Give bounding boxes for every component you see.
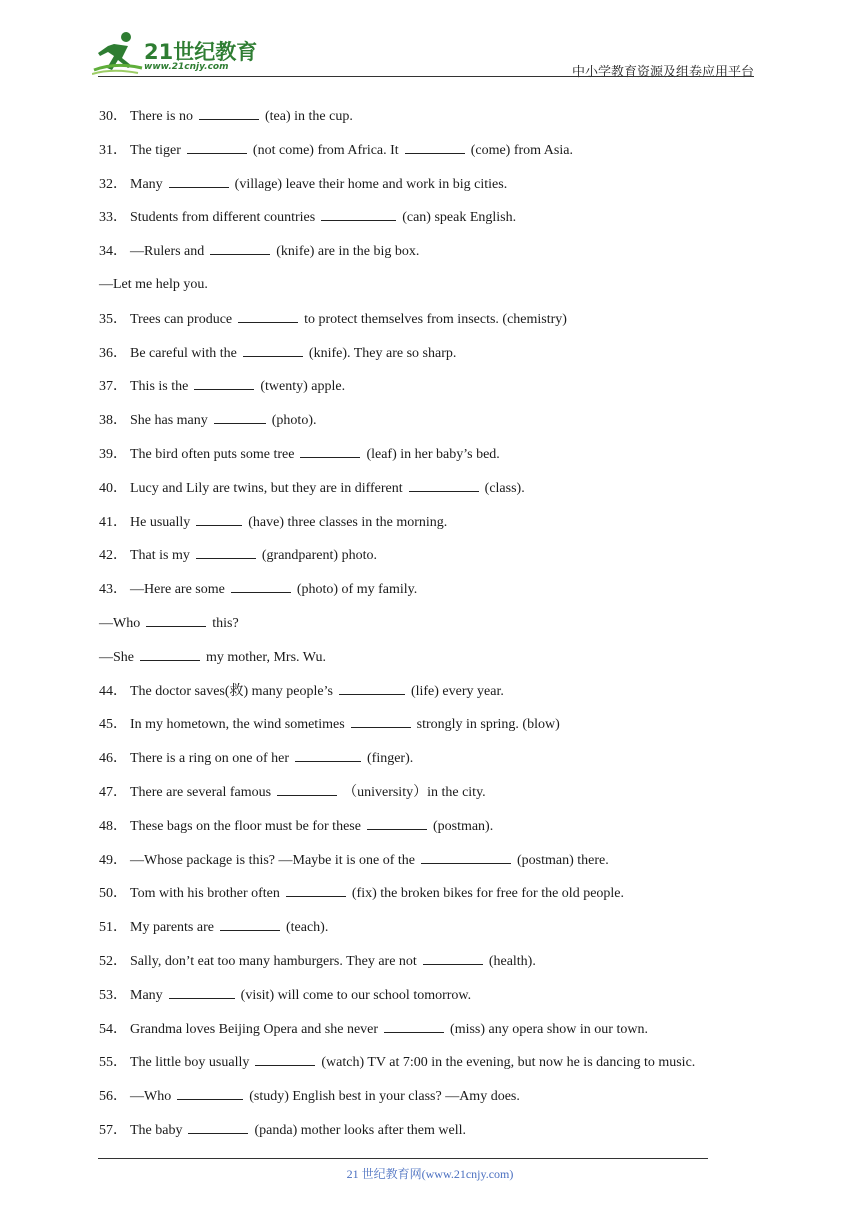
question-item: [99, 344, 456, 363]
question-text: —She: [99, 650, 134, 665]
answer-blank[interactable]: [405, 141, 465, 154]
question-text: The baby: [130, 1123, 183, 1138]
question-text: —Who: [99, 616, 141, 631]
answer-blank[interactable]: [214, 411, 266, 424]
question-item: [99, 749, 413, 768]
question-item: [99, 479, 525, 498]
question-item: [99, 851, 609, 870]
question-number: 49．: [99, 853, 127, 868]
question-text: Tom with his brother often: [130, 886, 280, 901]
question-text: She has many: [130, 413, 208, 428]
site-logo[interactable]: [92, 30, 262, 76]
question-text: (knife). They are so sharp.: [308, 346, 457, 361]
logo-text: 21世纪教育: [144, 40, 258, 64]
question-number: 31．: [99, 143, 127, 158]
question-text: (visit) will come to our school tomorrow.: [240, 988, 472, 1003]
question-item: [99, 242, 419, 261]
logo-url: www.21cnjy.com: [144, 62, 229, 72]
question-text: Sally, don’t eat too many hamburgers. They are not: [130, 954, 417, 969]
question-text: Many: [130, 177, 163, 192]
question-item: [99, 986, 471, 1005]
question-number: 43．: [99, 582, 127, 597]
question-item: [99, 783, 486, 802]
question-text: —Let me help you.: [99, 277, 208, 292]
question-text: strongly in spring. (blow): [416, 717, 560, 732]
question-text: (can) speak English.: [402, 210, 517, 225]
question-number: 41．: [99, 515, 127, 530]
question-item: [99, 884, 624, 903]
question-text: There is no: [130, 109, 193, 124]
question-text: (health).: [488, 954, 536, 969]
question-item: [99, 952, 536, 971]
question-text: (have) three classes in the morning.: [248, 515, 448, 530]
question-number: 33．: [99, 210, 127, 225]
question-text: The bird often puts some tree: [130, 447, 295, 462]
question-text: Trees can produce: [130, 312, 233, 327]
question-text: My parents are: [130, 920, 214, 935]
question-item: [99, 513, 447, 532]
question-item: [99, 1121, 466, 1140]
answer-blank[interactable]: [243, 344, 303, 357]
question-item: [99, 377, 345, 396]
answer-blank[interactable]: [169, 175, 229, 188]
question-text: (class).: [484, 481, 525, 496]
question-item: [99, 276, 208, 294]
answer-blank[interactable]: [255, 1053, 315, 1066]
answer-blank[interactable]: [351, 715, 411, 728]
question-number: 35．: [99, 312, 127, 327]
question-number: 47．: [99, 785, 127, 800]
question-text: The tiger: [130, 143, 181, 158]
question-text: —Rulers and: [130, 244, 205, 259]
question-item: [99, 682, 504, 701]
question-text: —Who: [130, 1089, 172, 1104]
question-text: (panda) mother looks after them well.: [254, 1123, 466, 1138]
answer-blank[interactable]: [146, 614, 206, 627]
question-item: [99, 175, 507, 194]
answer-blank[interactable]: [199, 107, 259, 120]
question-text: He usually: [130, 515, 191, 530]
question-text: —Whose package is this? —Maybe it is one of the: [130, 853, 415, 868]
question-text: to protect themselves from insects. (chemistry): [304, 312, 567, 327]
question-text: (grandparent) photo.: [261, 548, 377, 563]
answer-blank[interactable]: [423, 952, 483, 965]
question-text: There is a ring on one of her: [130, 751, 289, 766]
question-text: (fix) the broken bikes for free for the old people.: [351, 886, 625, 901]
answer-blank[interactable]: [210, 242, 270, 255]
question-text: Grandma loves Beijing Opera and she never: [130, 1022, 379, 1037]
answer-blank[interactable]: [367, 817, 427, 830]
question-text: (tea) in the cup.: [264, 109, 353, 124]
question-text: (knife) are in the big box.: [276, 244, 420, 259]
question-text: In my hometown, the wind sometimes: [130, 717, 345, 732]
answer-blank[interactable]: [187, 141, 247, 154]
answer-blank[interactable]: [169, 986, 235, 999]
answer-blank[interactable]: [277, 783, 337, 796]
question-number: 57．: [99, 1123, 127, 1138]
question-number: 44．: [99, 684, 127, 699]
question-number: 32．: [99, 177, 127, 192]
question-text: (village) leave their home and work in big cities.: [234, 177, 508, 192]
answer-blank[interactable]: [231, 580, 291, 593]
question-number: 39．: [99, 447, 127, 462]
answer-blank[interactable]: [421, 851, 511, 864]
answer-blank[interactable]: [177, 1087, 243, 1100]
platform-title: 中小学教育资源及组卷应用平台: [571, 65, 754, 80]
question-item: [99, 411, 316, 430]
question-text: (life) every year.: [410, 684, 504, 699]
question-text: (teach).: [285, 920, 329, 935]
question-number: 53．: [99, 988, 127, 1003]
question-number: 46．: [99, 751, 127, 766]
answer-blank[interactable]: [194, 377, 254, 390]
question-number: 42．: [99, 548, 127, 563]
question-text: Students from different countries: [130, 210, 316, 225]
question-item: [99, 208, 516, 227]
question-text: (finger).: [367, 751, 414, 766]
question-number: 37．: [99, 379, 127, 394]
question-text: These bags on the floor must be for these: [130, 819, 361, 834]
question-item: [99, 715, 560, 734]
question-text: (postman) there.: [516, 853, 609, 868]
question-text: Lucy and Lily are twins, but they are in different: [130, 481, 403, 496]
question-item: [99, 1087, 520, 1106]
answer-blank[interactable]: [188, 1121, 248, 1134]
question-number: 48．: [99, 819, 127, 834]
question-item: [99, 141, 573, 160]
question-text: (photo).: [271, 413, 317, 428]
question-number: 51．: [99, 920, 127, 935]
answer-blank[interactable]: [300, 445, 360, 458]
question-text: Be careful with the: [130, 346, 237, 361]
answer-blank[interactable]: [220, 918, 280, 931]
question-item: [99, 614, 239, 633]
question-text: this?: [212, 616, 239, 631]
question-text: This is the: [130, 379, 189, 394]
question-text: my mother, Mrs. Wu.: [206, 650, 326, 665]
question-text: The little boy usually: [130, 1055, 250, 1070]
question-number: 45．: [99, 717, 127, 732]
answer-blank[interactable]: [196, 513, 242, 526]
answer-blank[interactable]: [286, 884, 346, 897]
answer-blank[interactable]: [295, 749, 361, 762]
question-text: (not come) from Africa. It: [252, 143, 399, 158]
question-text: Many: [130, 988, 163, 1003]
question-item: [99, 445, 500, 464]
question-number: 55．: [99, 1055, 127, 1070]
question-number: 54．: [99, 1022, 127, 1037]
question-item: [99, 1053, 695, 1072]
question-number: 34．: [99, 244, 127, 259]
question-item: [99, 648, 326, 667]
question-number: 56．: [99, 1089, 127, 1104]
question-number: 36．: [99, 346, 127, 361]
answer-blank[interactable]: [140, 648, 200, 661]
question-text: (study) English best in your class? —Amy does.: [249, 1089, 520, 1104]
page-header: [0, 0, 860, 80]
question-number: 50．: [99, 886, 127, 901]
question-number: 40．: [99, 481, 127, 496]
question-text: （university）in the city.: [343, 785, 486, 800]
question-text: (twenty) apple.: [260, 379, 346, 394]
question-text: (come) from Asia.: [470, 143, 573, 158]
question-text: (postman).: [432, 819, 494, 834]
question-item: [99, 107, 353, 126]
question-text: That is my: [130, 548, 190, 563]
question-item: [99, 310, 567, 329]
question-item: [99, 817, 493, 836]
question-text: (watch) TV at 7:00 in the evening, but now he is dancing to music.: [321, 1055, 696, 1070]
question-text: (photo) of my family.: [296, 582, 418, 597]
answer-blank[interactable]: [384, 1020, 444, 1033]
question-number: 30．: [99, 109, 127, 124]
answer-blank[interactable]: [339, 682, 405, 695]
question-text: There are several famous: [130, 785, 272, 800]
answer-blank[interactable]: [238, 310, 298, 323]
question-number: 38．: [99, 413, 127, 428]
question-item: [99, 918, 328, 937]
question-item: [99, 580, 417, 599]
question-text: The doctor saves(救) many people’s: [130, 684, 333, 699]
question-text: —Here are some: [130, 582, 225, 597]
footer-link[interactable]: 21 世纪教育网(www.21cnjy.com): [346, 1167, 514, 1181]
question-number: 52．: [99, 954, 127, 969]
runner-logo-icon: [92, 30, 144, 76]
question-item: [99, 546, 377, 565]
footer-divider: [98, 1158, 708, 1159]
answer-blank[interactable]: [196, 546, 256, 559]
header-divider: [98, 76, 754, 77]
question-text: (leaf) in her baby’s bed.: [366, 447, 500, 462]
question-item: [99, 1020, 648, 1039]
question-text: (miss) any opera show in our town.: [450, 1022, 648, 1037]
answer-blank[interactable]: [321, 208, 396, 221]
answer-blank[interactable]: [409, 479, 479, 492]
